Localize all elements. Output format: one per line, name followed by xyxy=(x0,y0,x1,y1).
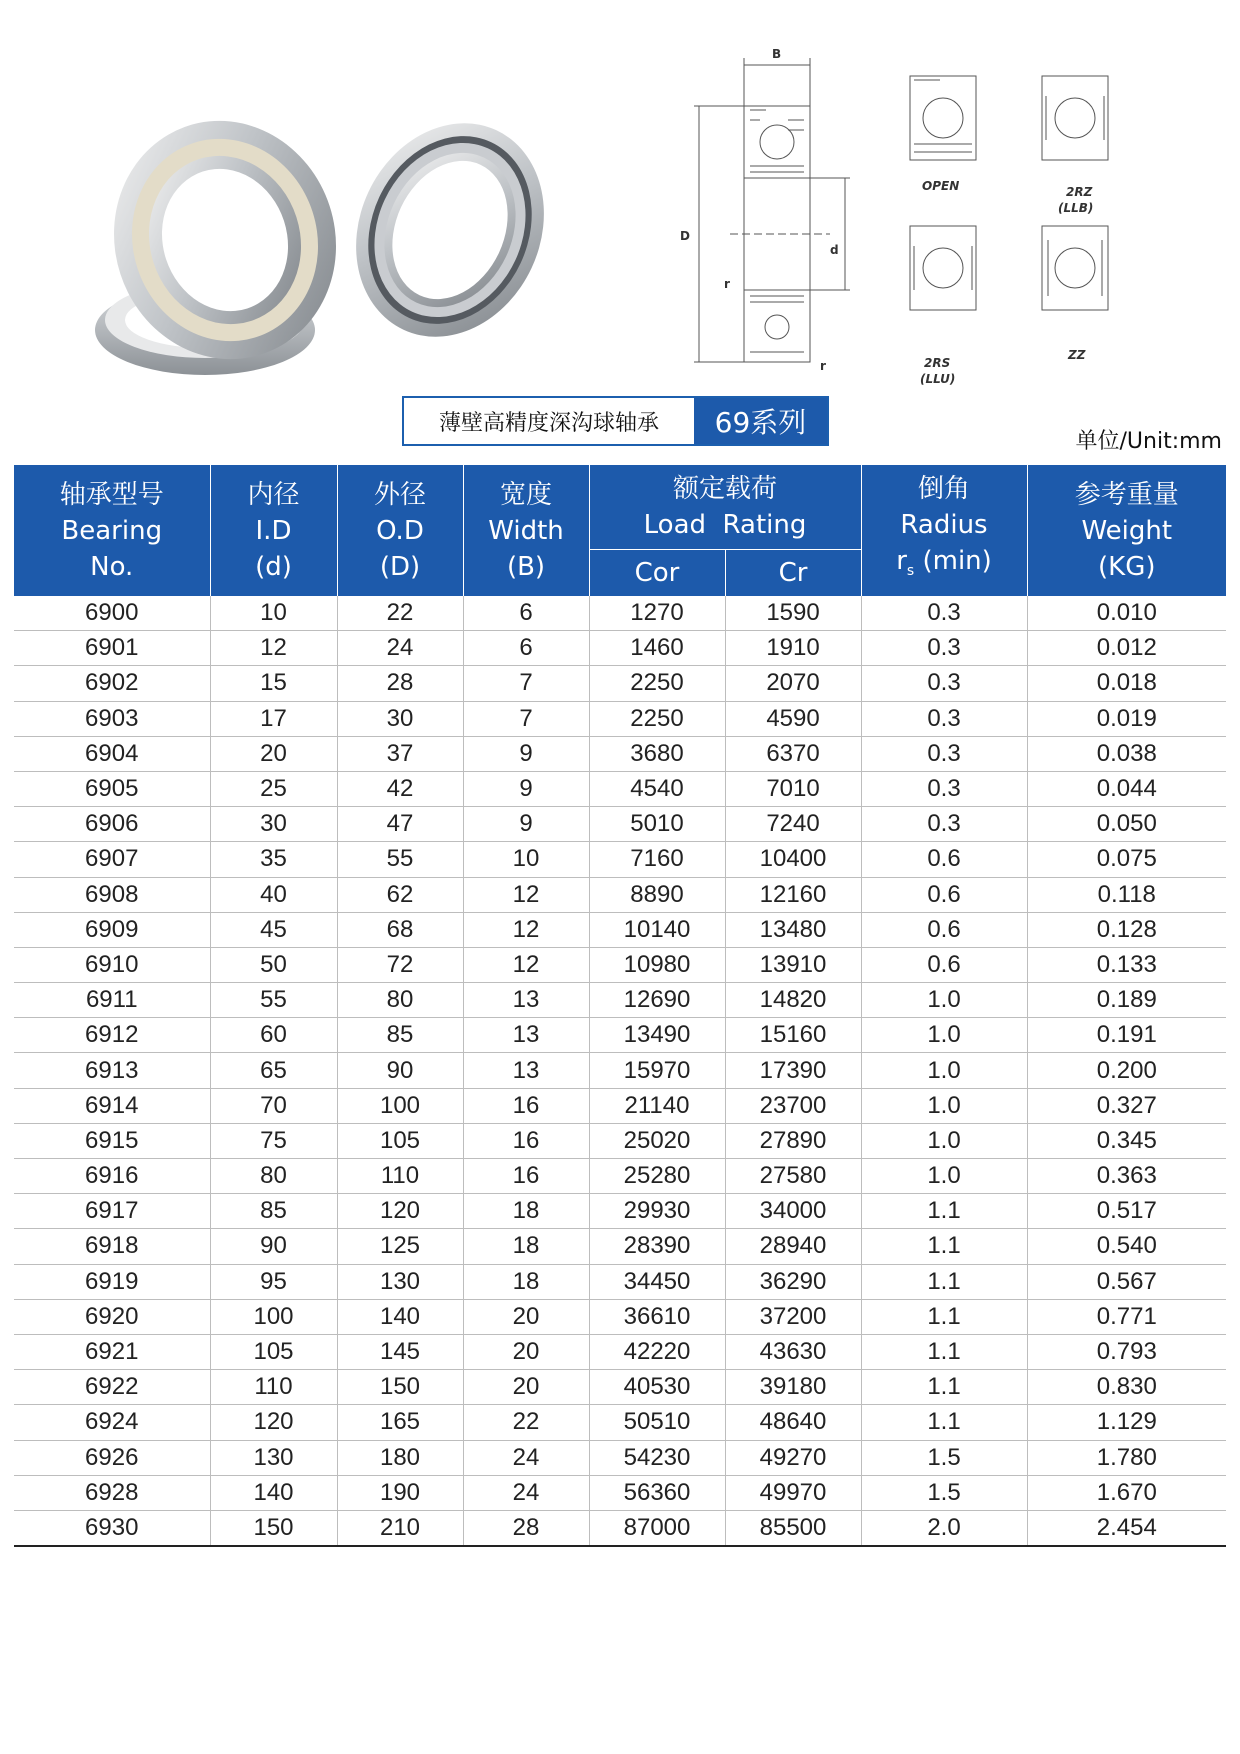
cell-width: 18 xyxy=(463,1194,589,1229)
table-row xyxy=(14,1334,1226,1369)
cell-radius: 0.3 xyxy=(861,631,1027,666)
cell-radius: 0.3 xyxy=(861,596,1027,631)
cell-weight: 0.038 xyxy=(1027,736,1226,771)
cell-od: 85 xyxy=(337,1018,463,1053)
series-badge: 69系列 xyxy=(694,398,827,444)
bearing-photos xyxy=(90,70,610,400)
product-title xyxy=(402,396,829,446)
cell-od: 180 xyxy=(337,1440,463,1475)
cell-cor: 50510 xyxy=(589,1405,725,1440)
cell-bearing-no: 6921 xyxy=(14,1334,210,1369)
cell-id: 15 xyxy=(210,666,337,701)
cell-weight: 0.830 xyxy=(1027,1370,1226,1405)
table-row xyxy=(14,1159,1226,1194)
cell-cor: 5010 xyxy=(589,807,725,842)
cell-width: 13 xyxy=(463,1053,589,1088)
cell-weight: 1.129 xyxy=(1027,1405,1226,1440)
cell-cor: 15970 xyxy=(589,1053,725,1088)
cell-id: 55 xyxy=(210,983,337,1018)
cell-width: 13 xyxy=(463,1018,589,1053)
cell-id: 45 xyxy=(210,912,337,947)
cell-cor: 2250 xyxy=(589,701,725,736)
cell-bearing-no: 6905 xyxy=(14,771,210,806)
header-cor: Cor xyxy=(589,550,725,597)
cell-radius: 1.5 xyxy=(861,1475,1027,1510)
cell-width: 12 xyxy=(463,912,589,947)
cell-radius: 0.6 xyxy=(861,842,1027,877)
cell-bearing-no: 6920 xyxy=(14,1299,210,1334)
cell-weight: 0.018 xyxy=(1027,666,1226,701)
cell-width: 7 xyxy=(463,701,589,736)
cell-cr: 14820 xyxy=(725,983,861,1018)
cell-cor: 54230 xyxy=(589,1440,725,1475)
cell-cr: 17390 xyxy=(725,1053,861,1088)
cell-weight: 0.191 xyxy=(1027,1018,1226,1053)
header-od: 外径 O.D (D) xyxy=(337,465,463,596)
cell-cr: 23700 xyxy=(725,1088,861,1123)
table-row xyxy=(14,1475,1226,1510)
open-bearing-photo xyxy=(322,92,578,367)
cell-od: 55 xyxy=(337,842,463,877)
cell-id: 90 xyxy=(210,1229,337,1264)
cell-od: 62 xyxy=(337,877,463,912)
product-name: 薄壁高精度深沟球轴承 xyxy=(404,398,694,444)
cell-cr: 48640 xyxy=(725,1405,861,1440)
cell-id: 20 xyxy=(210,736,337,771)
header-width: 宽度 Width (B) xyxy=(463,465,589,596)
cell-radius: 1.1 xyxy=(861,1370,1027,1405)
cell-width: 16 xyxy=(463,1088,589,1123)
cell-od: 165 xyxy=(337,1405,463,1440)
table-row xyxy=(14,1229,1226,1264)
table-row xyxy=(14,877,1226,912)
cell-width: 9 xyxy=(463,736,589,771)
cell-cr: 7010 xyxy=(725,771,861,806)
cell-id: 30 xyxy=(210,807,337,842)
cell-id: 80 xyxy=(210,1159,337,1194)
cell-weight: 0.540 xyxy=(1027,1229,1226,1264)
cell-width: 16 xyxy=(463,1159,589,1194)
cell-weight: 0.517 xyxy=(1027,1194,1226,1229)
cell-cr: 28940 xyxy=(725,1229,861,1264)
cell-weight: 0.019 xyxy=(1027,701,1226,736)
cell-cor: 29930 xyxy=(589,1194,725,1229)
cell-bearing-no: 6907 xyxy=(14,842,210,877)
2rz-alt-label: (LLB) xyxy=(1058,201,1094,215)
cell-od: 210 xyxy=(337,1510,463,1546)
cell-od: 37 xyxy=(337,736,463,771)
cell-radius: 1.1 xyxy=(861,1264,1027,1299)
cell-bearing-no: 6930 xyxy=(14,1510,210,1546)
cell-id: 105 xyxy=(210,1334,337,1369)
cell-radius: 0.3 xyxy=(861,771,1027,806)
cell-id: 25 xyxy=(210,771,337,806)
cell-bearing-no: 6904 xyxy=(14,736,210,771)
cell-width: 9 xyxy=(463,771,589,806)
cell-bearing-no: 6901 xyxy=(14,631,210,666)
cell-radius: 1.1 xyxy=(861,1334,1027,1369)
cell-cr: 1590 xyxy=(725,596,861,631)
cell-radius: 1.1 xyxy=(861,1405,1027,1440)
table-row xyxy=(14,1405,1226,1440)
unit-label: 单位/Unit:mm xyxy=(1075,429,1222,454)
table-row xyxy=(14,1123,1226,1158)
cell-od: 105 xyxy=(337,1123,463,1158)
cell-cor: 4540 xyxy=(589,771,725,806)
cell-od: 90 xyxy=(337,1053,463,1088)
cell-cor: 1270 xyxy=(589,596,725,631)
cell-od: 30 xyxy=(337,701,463,736)
2rz-variant-drawing xyxy=(1042,76,1108,160)
cell-od: 47 xyxy=(337,807,463,842)
cell-width: 7 xyxy=(463,666,589,701)
cell-width: 22 xyxy=(463,1405,589,1440)
cell-od: 145 xyxy=(337,1334,463,1369)
cell-width: 20 xyxy=(463,1334,589,1369)
cell-bearing-no: 6917 xyxy=(14,1194,210,1229)
cell-radius: 1.5 xyxy=(861,1440,1027,1475)
cell-width: 24 xyxy=(463,1440,589,1475)
cell-bearing-no: 6913 xyxy=(14,1053,210,1088)
cell-cr: 85500 xyxy=(725,1510,861,1546)
cell-radius: 1.0 xyxy=(861,1123,1027,1158)
cell-cr: 37200 xyxy=(725,1299,861,1334)
zz-variant-drawing xyxy=(1042,226,1108,310)
cell-width: 20 xyxy=(463,1370,589,1405)
cell-cor: 25020 xyxy=(589,1123,725,1158)
cell-radius: 1.0 xyxy=(861,1088,1027,1123)
cell-weight: 0.363 xyxy=(1027,1159,1226,1194)
cell-cor: 8890 xyxy=(589,877,725,912)
table-row xyxy=(14,701,1226,736)
table-row xyxy=(14,807,1226,842)
header-id: 内径 I.D (d) xyxy=(210,465,337,596)
cell-weight: 0.010 xyxy=(1027,596,1226,631)
cell-od: 190 xyxy=(337,1475,463,1510)
table-row xyxy=(14,666,1226,701)
shielded-bearing-photo xyxy=(90,92,367,388)
zz-label: ZZ xyxy=(1068,348,1086,362)
cell-bearing-no: 6911 xyxy=(14,983,210,1018)
cell-od: 100 xyxy=(337,1088,463,1123)
cell-id: 17 xyxy=(210,701,337,736)
cell-bearing-no: 6902 xyxy=(14,666,210,701)
cell-cr: 34000 xyxy=(725,1194,861,1229)
cell-width: 20 xyxy=(463,1299,589,1334)
cell-cr: 4590 xyxy=(725,701,861,736)
cell-cr: 12160 xyxy=(725,877,861,912)
table-row xyxy=(14,736,1226,771)
header-bearing-no: 轴承型号 Bearing No. xyxy=(14,465,210,596)
cell-bearing-no: 6915 xyxy=(14,1123,210,1158)
cell-weight: 1.780 xyxy=(1027,1440,1226,1475)
table-row xyxy=(14,596,1226,631)
cell-cr: 15160 xyxy=(725,1018,861,1053)
table-row xyxy=(14,1299,1226,1334)
cell-weight: 0.118 xyxy=(1027,877,1226,912)
open-label: OPEN xyxy=(922,179,960,193)
table-row xyxy=(14,912,1226,947)
cell-width: 18 xyxy=(463,1229,589,1264)
cell-od: 125 xyxy=(337,1229,463,1264)
cell-width: 9 xyxy=(463,807,589,842)
cell-bearing-no: 6912 xyxy=(14,1018,210,1053)
cell-bearing-no: 6924 xyxy=(14,1405,210,1440)
cell-width: 28 xyxy=(463,1510,589,1546)
cell-bearing-no: 6903 xyxy=(14,701,210,736)
table-row xyxy=(14,1194,1226,1229)
cell-od: 72 xyxy=(337,947,463,982)
cell-od: 68 xyxy=(337,912,463,947)
cell-cor: 13490 xyxy=(589,1018,725,1053)
2rs-alt-label: (LLU) xyxy=(920,372,956,386)
cell-cr: 13480 xyxy=(725,912,861,947)
cell-od: 42 xyxy=(337,771,463,806)
cell-od: 130 xyxy=(337,1264,463,1299)
cell-cr: 49970 xyxy=(725,1475,861,1510)
main-section-drawing xyxy=(694,58,850,362)
cell-cr: 13910 xyxy=(725,947,861,982)
cell-bearing-no: 6926 xyxy=(14,1440,210,1475)
cell-cr: 7240 xyxy=(725,807,861,842)
cell-radius: 0.6 xyxy=(861,877,1027,912)
cell-id: 120 xyxy=(210,1405,337,1440)
cell-radius: 1.1 xyxy=(861,1194,1027,1229)
cell-weight: 0.133 xyxy=(1027,947,1226,982)
cell-radius: 0.3 xyxy=(861,736,1027,771)
header-weight: 参考重量 Weight (KG) xyxy=(1027,465,1226,596)
cell-cor: 12690 xyxy=(589,983,725,1018)
cell-id: 130 xyxy=(210,1440,337,1475)
cell-cr: 49270 xyxy=(725,1440,861,1475)
cell-weight: 1.670 xyxy=(1027,1475,1226,1510)
cell-weight: 0.327 xyxy=(1027,1088,1226,1123)
table-row xyxy=(14,983,1226,1018)
cell-id: 12 xyxy=(210,631,337,666)
cell-weight: 0.189 xyxy=(1027,983,1226,1018)
cell-od: 28 xyxy=(337,666,463,701)
cell-id: 100 xyxy=(210,1299,337,1334)
cell-bearing-no: 6919 xyxy=(14,1264,210,1299)
cell-radius: 1.0 xyxy=(861,1018,1027,1053)
cell-cr: 43630 xyxy=(725,1334,861,1369)
cell-bearing-no: 6910 xyxy=(14,947,210,982)
cell-id: 60 xyxy=(210,1018,337,1053)
cell-bearing-no: 6928 xyxy=(14,1475,210,1510)
cell-bearing-no: 6906 xyxy=(14,807,210,842)
dim-label-r2: r xyxy=(820,359,826,373)
cell-weight: 0.012 xyxy=(1027,631,1226,666)
cell-radius: 0.3 xyxy=(861,666,1027,701)
cell-cor: 40530 xyxy=(589,1370,725,1405)
cell-cor: 25280 xyxy=(589,1159,725,1194)
cell-weight: 0.793 xyxy=(1027,1334,1226,1369)
cell-weight: 0.200 xyxy=(1027,1053,1226,1088)
cell-cor: 1460 xyxy=(589,631,725,666)
dim-label-r: r xyxy=(724,277,730,291)
cell-id: 75 xyxy=(210,1123,337,1158)
cell-cor: 87000 xyxy=(589,1510,725,1546)
cell-bearing-no: 6900 xyxy=(14,596,210,631)
table-row xyxy=(14,1440,1226,1475)
dim-label-d: d xyxy=(830,243,839,257)
cell-id: 65 xyxy=(210,1053,337,1088)
2rs-variant-drawing xyxy=(910,226,976,310)
cell-id: 40 xyxy=(210,877,337,912)
cell-cor: 3680 xyxy=(589,736,725,771)
cell-id: 150 xyxy=(210,1510,337,1546)
cell-cr: 27580 xyxy=(725,1159,861,1194)
header-radius: 倒角 Radius $r_s$ (min) xyxy=(861,465,1027,596)
cell-radius: 0.3 xyxy=(861,701,1027,736)
cell-cr: 1910 xyxy=(725,631,861,666)
cell-weight: 2.454 xyxy=(1027,1510,1226,1546)
cell-cr: 27890 xyxy=(725,1123,861,1158)
cell-radius: 1.1 xyxy=(861,1299,1027,1334)
cell-id: 95 xyxy=(210,1264,337,1299)
cell-id: 50 xyxy=(210,947,337,982)
cell-width: 12 xyxy=(463,877,589,912)
cell-bearing-no: 6914 xyxy=(14,1088,210,1123)
cell-radius: 1.0 xyxy=(861,983,1027,1018)
cell-weight: 0.567 xyxy=(1027,1264,1226,1299)
cell-width: 6 xyxy=(463,596,589,631)
cell-cor: 7160 xyxy=(589,842,725,877)
cell-radius: 1.0 xyxy=(861,1159,1027,1194)
spec-table xyxy=(14,465,1226,1547)
2rs-label: 2RS xyxy=(924,356,951,370)
table-row xyxy=(14,1264,1226,1299)
cell-weight: 0.771 xyxy=(1027,1299,1226,1334)
table-row xyxy=(14,1510,1226,1546)
cell-od: 150 xyxy=(337,1370,463,1405)
table-row xyxy=(14,1053,1226,1088)
cell-cor: 34450 xyxy=(589,1264,725,1299)
cell-cor: 28390 xyxy=(589,1229,725,1264)
cell-width: 24 xyxy=(463,1475,589,1510)
cell-od: 120 xyxy=(337,1194,463,1229)
cell-radius: 1.1 xyxy=(861,1229,1027,1264)
cell-od: 110 xyxy=(337,1159,463,1194)
header-load-rating: 额定载荷 Load Rating xyxy=(589,465,861,550)
cell-id: 140 xyxy=(210,1475,337,1510)
cell-cor: 36610 xyxy=(589,1299,725,1334)
cell-id: 35 xyxy=(210,842,337,877)
cell-width: 18 xyxy=(463,1264,589,1299)
cell-cor: 2250 xyxy=(589,666,725,701)
cell-radius: 0.6 xyxy=(861,912,1027,947)
cell-weight: 0.075 xyxy=(1027,842,1226,877)
cell-weight: 0.050 xyxy=(1027,807,1226,842)
cell-cor: 56360 xyxy=(589,1475,725,1510)
2rz-label: 2RZ xyxy=(1066,185,1093,199)
cell-radius: 1.0 xyxy=(861,1053,1027,1088)
spec-table-body xyxy=(14,596,1226,1546)
cell-cr: 10400 xyxy=(725,842,861,877)
table-row xyxy=(14,1018,1226,1053)
cell-width: 16 xyxy=(463,1123,589,1158)
cell-cr: 39180 xyxy=(725,1370,861,1405)
table-row xyxy=(14,771,1226,806)
cell-id: 85 xyxy=(210,1194,337,1229)
cell-width: 6 xyxy=(463,631,589,666)
table-row xyxy=(14,631,1226,666)
cell-od: 80 xyxy=(337,983,463,1018)
cell-bearing-no: 6908 xyxy=(14,877,210,912)
table-row xyxy=(14,947,1226,982)
dim-label-D: D xyxy=(680,229,690,243)
cell-radius: 0.3 xyxy=(861,807,1027,842)
cell-cr: 2070 xyxy=(725,666,861,701)
table-row xyxy=(14,1370,1226,1405)
table-row xyxy=(14,842,1226,877)
cell-weight: 0.345 xyxy=(1027,1123,1226,1158)
open-variant-drawing xyxy=(910,76,976,160)
cell-id: 110 xyxy=(210,1370,337,1405)
cell-radius: 0.6 xyxy=(861,947,1027,982)
cell-id: 70 xyxy=(210,1088,337,1123)
cell-bearing-no: 6909 xyxy=(14,912,210,947)
cell-radius: 2.0 xyxy=(861,1510,1027,1546)
dim-label-B: B xyxy=(772,47,782,61)
cell-od: 24 xyxy=(337,631,463,666)
cell-width: 13 xyxy=(463,983,589,1018)
cell-id: 10 xyxy=(210,596,337,631)
cell-weight: 0.044 xyxy=(1027,771,1226,806)
cell-width: 10 xyxy=(463,842,589,877)
cell-weight: 0.128 xyxy=(1027,912,1226,947)
table-row xyxy=(14,1088,1226,1123)
cell-bearing-no: 6922 xyxy=(14,1370,210,1405)
cell-bearing-no: 6916 xyxy=(14,1159,210,1194)
cell-od: 22 xyxy=(337,596,463,631)
cell-cr: 36290 xyxy=(725,1264,861,1299)
cell-bearing-no: 6918 xyxy=(14,1229,210,1264)
cell-cor: 21140 xyxy=(589,1088,725,1123)
cell-od: 140 xyxy=(337,1299,463,1334)
cell-cor: 10980 xyxy=(589,947,725,982)
header-cr: Cr xyxy=(725,550,861,597)
cell-width: 12 xyxy=(463,947,589,982)
cell-cr: 6370 xyxy=(725,736,861,771)
cell-cor: 10140 xyxy=(589,912,725,947)
cell-cor: 42220 xyxy=(589,1334,725,1369)
bearing-cross-section-diagrams xyxy=(670,40,1230,400)
